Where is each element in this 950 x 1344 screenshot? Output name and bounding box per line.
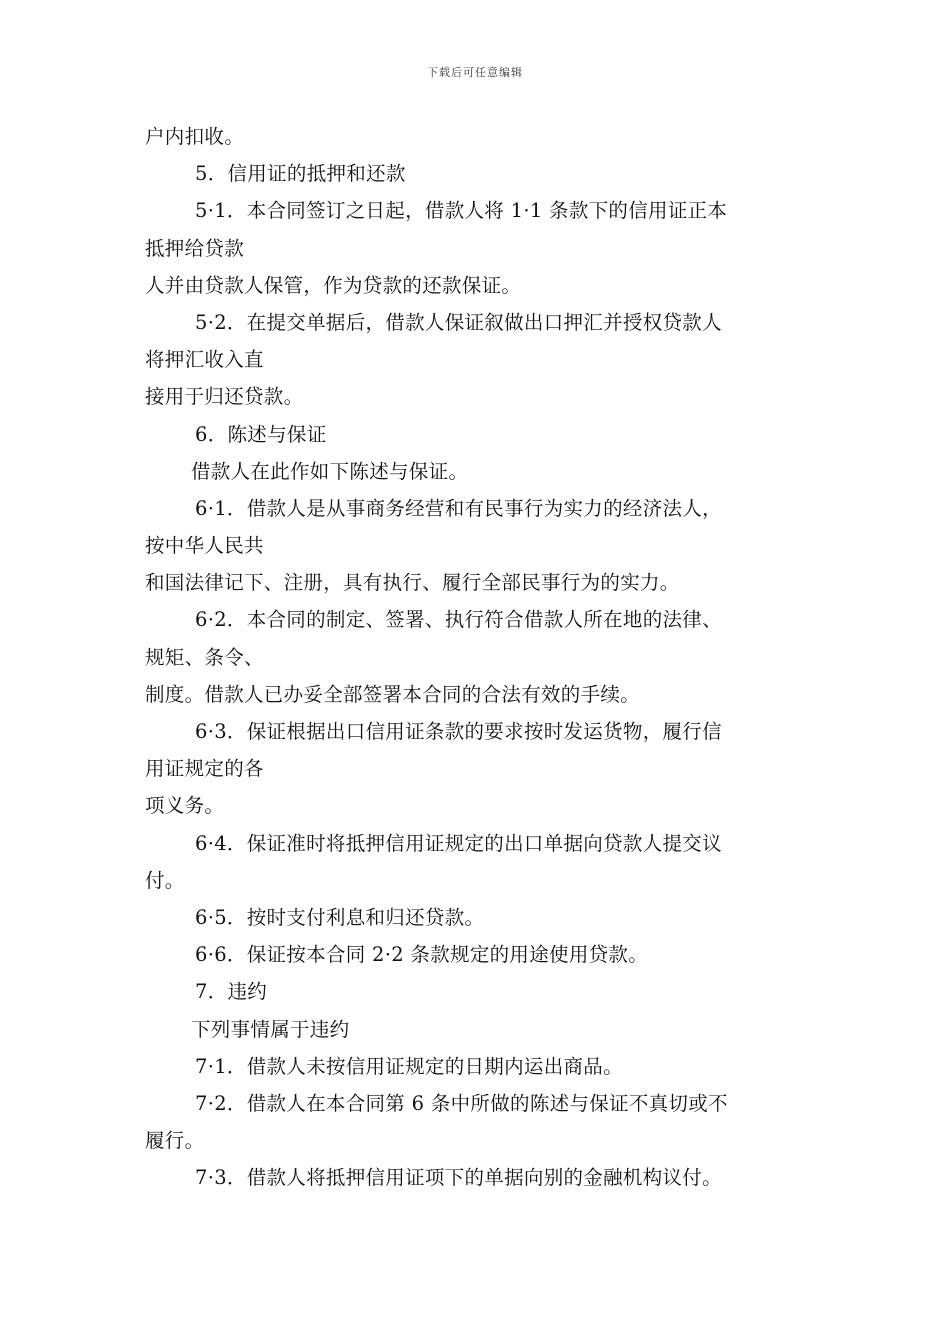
text-line: 项义务。: [145, 794, 225, 818]
page-header: 下载后可任意编辑: [427, 66, 523, 79]
text-line: 6·4．保证准时将抵押信用证规定的出口单据向贷款人提交议: [195, 831, 722, 855]
text-line: 6．陈述与保证: [195, 422, 327, 446]
text-line: 6·6．保证按本合同 2·2 条款规定的用途使用贷款。: [195, 943, 649, 967]
text-line: 5·2．在提交单据后，借款人保证叙做出口押汇并授权贷款人: [195, 310, 722, 334]
text-line: 抵押给贷款: [145, 236, 245, 260]
text-line: 5．信用证的抵押和还款: [195, 162, 406, 186]
text-line: 7·1．借款人未按信用证规定的日期内运出商品。: [195, 1054, 623, 1078]
text-line: 6·5．按时支付利息和归还贷款。: [195, 905, 485, 929]
text-line: 用证规定的各: [145, 757, 264, 781]
text-line: 7·2．借款人在本合同第 6 条中所做的陈述与保证不真切或不: [195, 1091, 728, 1115]
text-line: 将押汇收入直: [145, 348, 264, 372]
text-line: 按中华人民共: [145, 534, 264, 558]
text-line: 付。: [145, 868, 185, 892]
text-line: 下列事情属于违约: [191, 1017, 350, 1041]
text-line: 7．违约: [195, 980, 268, 1004]
text-line: 履行。: [145, 1129, 205, 1153]
text-line: 制度。借款人已办妥全部签署本合同的合法有效的手续。: [145, 682, 641, 706]
text-line: 6·3．保证根据出口信用证条款的要求按时发运货物，履行信: [195, 720, 722, 743]
document-body: [145, 118, 820, 1196]
text-line: 5·1．本合同签订之日起，借款人将 1·1 条款下的信用证正本: [195, 199, 728, 223]
text-line: 7·3．借款人将抵押信用证项下的单据向别的金融机构议付。: [195, 1166, 722, 1190]
text-line: 人并由贷款人保管，作为贷款的还款保证。: [145, 273, 522, 297]
text-line: 6·2．本合同的制定、签署、执行符合借款人所在地的法律、: [195, 608, 722, 632]
text-line: 接用于归还贷款。: [145, 385, 304, 409]
text-line: 6·1．借款人是从事商务经营和有民事行为实力的经济法人，: [195, 496, 722, 520]
text-line: 户内扣收。: [145, 125, 245, 148]
text-line: 规矩、条令、: [145, 645, 264, 669]
text-line: 和国法律记下、注册，具有执行、履行全部民事行为的实力。: [145, 571, 680, 595]
text-line: 借款人在此作如下陈述与保证。: [191, 459, 469, 483]
